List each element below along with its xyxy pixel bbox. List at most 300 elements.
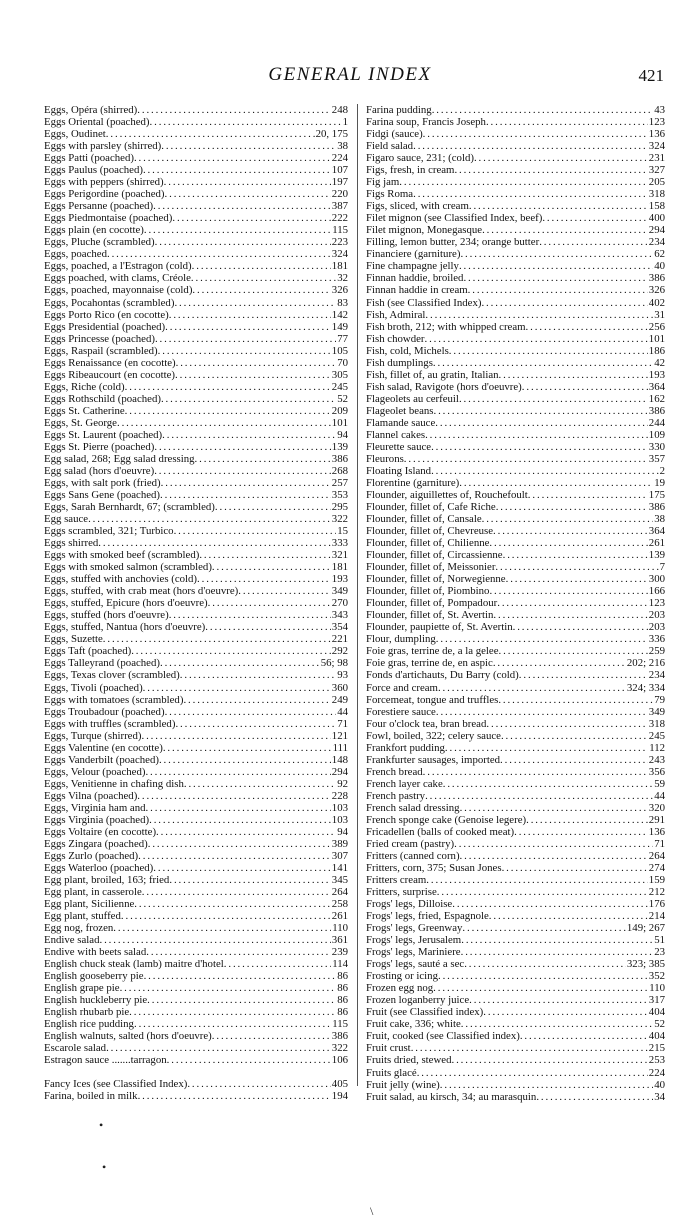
index-entry — [366, 826, 665, 838]
entry-page: 352 — [648, 970, 665, 983]
dot-leader — [435, 417, 648, 429]
entry-page: 19 — [654, 476, 665, 489]
entry-name: Fish chowder — [366, 332, 425, 345]
dot-leader — [148, 838, 331, 850]
entry-page: 71 — [337, 717, 348, 730]
index-entry — [44, 754, 348, 766]
dot-leader — [542, 212, 647, 224]
entry-page: 136 — [648, 825, 665, 838]
entry-page: 7 — [659, 561, 665, 574]
dot-leader — [433, 982, 648, 994]
dot-leader — [425, 429, 648, 441]
index-entry — [44, 140, 348, 152]
index-entry — [44, 982, 348, 994]
entry-page: 52 — [654, 1018, 665, 1031]
entry-name: Eggs Patti (poached) — [44, 152, 134, 165]
entry-name: Eggs Zingara (poached) — [44, 837, 148, 850]
dot-leader — [197, 573, 331, 585]
dot-leader — [145, 766, 330, 778]
entry-name: Farina pudding — [366, 104, 432, 116]
entry-name: Finnan haddie, broiled — [366, 272, 464, 285]
entry-page: 1 — [342, 116, 348, 129]
index-entry — [366, 152, 665, 164]
entry-name: Eggs, Riche (cold) — [44, 380, 125, 393]
entry-page: 386 — [648, 501, 665, 514]
entry-name: English gooseberry pie — [44, 970, 144, 983]
dot-leader — [440, 1079, 653, 1091]
entry-name: Flannel cakes — [366, 428, 426, 441]
index-entry — [366, 838, 665, 850]
entry-page: 349 — [331, 585, 348, 598]
index-entry — [44, 645, 348, 657]
index-entry — [366, 417, 665, 429]
entry-name: Eggs, stuffed, with crab meat (hors d'oeuvre) — [44, 585, 239, 598]
dot-leader — [513, 621, 648, 633]
dot-leader — [155, 333, 336, 345]
entry-page: 94 — [337, 825, 348, 838]
print-mark: \ — [370, 1204, 374, 1218]
entry-page: 257 — [331, 476, 348, 489]
dot-leader — [169, 609, 331, 621]
index-entry — [44, 381, 348, 393]
entry-name: Filet mignon (see Classified Index, beef) — [366, 212, 543, 225]
index-entry — [44, 886, 348, 898]
entry-page: 400 — [648, 212, 665, 225]
index-entry — [44, 369, 348, 381]
print-mark: • — [102, 1160, 107, 1174]
entry-page: 294 — [648, 224, 665, 237]
dot-leader — [165, 188, 331, 200]
entry-name: Egg salad (hors d'oeuvre) — [44, 464, 155, 477]
dot-leader — [172, 212, 330, 224]
dot-leader — [424, 333, 647, 345]
index-entry — [366, 224, 665, 236]
entry-name: Estragon sauce .......tarragon — [44, 1054, 167, 1067]
entry-page: 318 — [648, 717, 665, 730]
entry-name: Eggs Ribeaucourt (en cocotte) — [44, 368, 176, 381]
entry-name: Eggs Valentine (en cocotte) — [44, 741, 163, 754]
entry-name: Foie gras, terrine de, a la gelee — [366, 645, 499, 658]
index-entry — [44, 405, 348, 417]
dot-leader — [469, 200, 648, 212]
entry-name: Eggs, Virginia ham and — [44, 801, 146, 814]
dot-leader — [161, 140, 336, 152]
index-entry — [366, 501, 665, 513]
index-entry — [366, 441, 665, 453]
dot-leader — [496, 501, 648, 513]
index-entry — [44, 585, 348, 597]
entry-name: Eggs Princesse (poached) — [44, 332, 155, 345]
index-entry — [44, 477, 348, 489]
dot-leader — [98, 537, 331, 549]
index-entry — [366, 1042, 665, 1054]
dot-leader — [161, 393, 336, 405]
entry-name: Eggs with peppers (shirred) — [44, 176, 164, 189]
dot-leader — [99, 934, 330, 946]
dot-leader — [460, 248, 653, 260]
entry-page: 38 — [654, 513, 665, 526]
entry-name: Fruits dried, stewed — [366, 1054, 452, 1067]
entry-page: 83 — [337, 296, 348, 309]
entry-name: Forestiere sauce — [366, 705, 436, 718]
entry-page: 402 — [648, 296, 665, 309]
entry-name: Eggs, Sarah Bernhardt, 67; (scrambled) — [44, 501, 215, 514]
entry-name: French pastry — [366, 789, 426, 802]
index-entry — [366, 248, 665, 260]
entry-name: Eggs, stuffed, Epicure (hors d'oeuvre) — [44, 597, 208, 610]
dot-leader — [167, 1054, 331, 1066]
dot-leader — [436, 706, 648, 718]
entry-name: Flounder, paupiette of, St. Avertin — [366, 621, 513, 634]
entry-name: Eggs, Tivoli (poached) — [44, 681, 143, 694]
index-entry — [44, 1078, 348, 1090]
entry-name: Eggs Virginia (poached) — [44, 813, 150, 826]
entry-page: 56; 98 — [320, 657, 348, 670]
entry-name: French salad dressing — [366, 801, 460, 814]
index-entry — [44, 549, 348, 561]
entry-name: Flounder, aiguillettes of, Rouchefoult — [366, 489, 528, 501]
entry-page: 209 — [331, 404, 348, 417]
entry-name: Flounder, fillet of, Cansale — [366, 513, 482, 526]
entry-page: 181 — [331, 561, 348, 574]
entry-page: 123 — [648, 597, 665, 610]
dot-leader — [224, 958, 331, 970]
index-entry — [366, 164, 665, 176]
index-entry — [44, 309, 348, 321]
index-entry — [366, 573, 665, 585]
index-entry — [366, 116, 665, 128]
dot-leader — [131, 645, 331, 657]
index-entry — [366, 970, 665, 982]
dot-leader — [106, 128, 315, 140]
entry-name: Eggs St. Pierre (poached) — [44, 440, 155, 453]
entry-page: 224 — [331, 152, 348, 165]
dot-leader — [134, 152, 331, 164]
entry-page: 34 — [654, 1090, 665, 1103]
entry-name: Filet mignon, Monegasque — [366, 224, 483, 237]
index-entry — [44, 1030, 348, 1042]
index-entry — [44, 176, 348, 188]
entry-name: Eggs, poached, mayonnaise (cold) — [44, 284, 193, 297]
index-entry — [366, 814, 665, 826]
entry-page: 193 — [648, 368, 665, 381]
dot-leader — [125, 381, 331, 393]
entry-page: 360 — [331, 681, 348, 694]
entry-page: 212 — [648, 886, 665, 899]
entry-name: Eggs, Suzette — [44, 633, 103, 646]
index-entry — [366, 730, 665, 742]
entry-page: 326 — [331, 284, 348, 297]
entry-name: Figaro sauce, 231; (cold) — [366, 152, 474, 165]
entry-page: 142 — [331, 308, 348, 321]
dot-leader — [156, 826, 336, 838]
index-entry — [44, 946, 348, 958]
index-entry — [366, 477, 665, 489]
dot-leader — [215, 501, 331, 513]
entry-name: Fried cream (pastry) — [366, 837, 455, 850]
entry-page: 111 — [332, 741, 348, 754]
dot-leader — [120, 982, 337, 994]
entry-page: 389 — [331, 837, 348, 850]
dot-leader — [459, 477, 653, 489]
index-entry — [366, 922, 665, 934]
dot-leader — [399, 176, 648, 188]
entry-page: 307 — [331, 849, 348, 862]
index-entry — [366, 212, 665, 224]
index-entry — [44, 501, 348, 513]
entry-page: 86 — [337, 994, 348, 1007]
entry-page: 224 — [648, 1066, 665, 1079]
dot-leader — [426, 874, 648, 886]
dot-leader — [174, 297, 336, 309]
index-entry — [366, 1018, 665, 1030]
entry-page: 106 — [331, 1054, 348, 1067]
dot-leader — [482, 513, 654, 525]
index-entry — [44, 994, 348, 1006]
entry-name: Flounder, fillet of, St. Avertin — [366, 609, 494, 622]
dot-leader — [459, 260, 653, 272]
entry-page: 86 — [337, 982, 348, 995]
dot-leader — [195, 453, 331, 465]
entry-name: Flour, dumpling — [366, 633, 436, 646]
dot-leader — [88, 513, 331, 525]
entry-name: Fig jam — [366, 176, 400, 189]
entry-page: 231 — [648, 152, 665, 165]
entry-name: Fruit (see Classified index) — [366, 1006, 484, 1019]
entry-name: French layer cake — [366, 777, 443, 790]
index-entry — [44, 922, 348, 934]
entry-name: French bread — [366, 765, 423, 778]
index-entry — [44, 682, 348, 694]
index-entry — [44, 417, 348, 429]
index-entry — [366, 862, 665, 874]
entry-name: Flounder, fillet of, Norwegienne — [366, 573, 506, 586]
entry-page: 292 — [331, 645, 348, 658]
index-entry — [366, 994, 665, 1006]
entry-name: English chuck steak (lamb) maitre d'hotel — [44, 958, 224, 971]
entry-page: 386 — [648, 272, 665, 285]
dot-leader — [493, 657, 626, 669]
dot-leader — [187, 1078, 330, 1090]
entry-name: Egg plant, stuffed — [44, 910, 121, 923]
entry-name: Fleurette sauce — [366, 440, 432, 453]
entry-name: Flamande sauce — [366, 416, 436, 429]
dot-leader — [154, 441, 330, 453]
index-entry — [366, 910, 665, 922]
index-entry — [44, 742, 348, 754]
dot-leader — [160, 657, 320, 669]
entry-page: 354 — [331, 621, 348, 634]
entry-page: 112 — [649, 741, 665, 754]
dot-leader — [164, 176, 331, 188]
entry-page: 234 — [648, 669, 665, 682]
entry-name: Eggs Sans Gene (poached) — [44, 489, 161, 501]
index-entry — [44, 657, 348, 669]
dot-leader — [404, 453, 648, 465]
index-entry — [44, 248, 348, 260]
index-entry — [366, 850, 665, 862]
index-entry — [366, 609, 665, 621]
entry-page: 387 — [331, 200, 348, 213]
dot-leader — [153, 200, 331, 212]
entry-page: 176 — [648, 898, 665, 911]
entry-name: Eggs, Velour (poached) — [44, 765, 146, 778]
entry-name: Eggs Porto Rico (en cocotte) — [44, 308, 169, 321]
index-entry — [366, 874, 665, 886]
entry-page: 149; 267 — [626, 922, 665, 935]
dot-leader — [459, 393, 648, 405]
entry-page: 23 — [654, 946, 665, 959]
dot-leader — [154, 465, 331, 477]
dot-leader — [137, 790, 331, 802]
dot-leader — [520, 1030, 648, 1042]
index-entry — [44, 465, 348, 477]
index-entry — [366, 706, 665, 718]
entry-name: Eggs Paulus (poached) — [44, 164, 143, 177]
index-entry — [366, 1091, 665, 1103]
index-entry — [44, 934, 348, 946]
entry-page: 121 — [331, 729, 348, 742]
dot-leader — [451, 1054, 647, 1066]
entry-page: 51 — [654, 934, 665, 947]
entry-page: 86 — [337, 970, 348, 983]
entry-page: 103 — [331, 801, 348, 814]
entry-page: 71 — [654, 837, 665, 850]
entry-name: Eggs with parsley (shirred) — [44, 140, 162, 153]
dot-leader — [539, 236, 648, 248]
dot-leader — [469, 994, 648, 1006]
dot-leader — [174, 525, 337, 537]
entry-page: 404 — [648, 1030, 665, 1043]
entry-page: 107 — [331, 164, 348, 177]
entry-page: 261 — [331, 910, 348, 923]
entry-name: Fritters cream — [366, 874, 427, 886]
index-entry — [44, 910, 348, 922]
index-entry — [44, 862, 348, 874]
index-entry — [366, 669, 665, 681]
entry-page: 321 — [331, 549, 348, 562]
index-entry — [366, 898, 665, 910]
dot-leader — [165, 706, 337, 718]
entry-page: 79 — [654, 693, 665, 706]
dot-leader — [461, 1018, 653, 1030]
entry-page: 181 — [331, 260, 348, 273]
entry-name: Eggs, Opéra (shirred) — [44, 104, 138, 116]
index-entry — [44, 116, 348, 128]
dot-leader — [169, 309, 331, 321]
entry-page: 268 — [331, 464, 348, 477]
dot-leader — [144, 224, 331, 236]
dot-leader — [208, 597, 331, 609]
entry-name: Eggs with smoked beef (scrambled) — [44, 549, 200, 562]
index-entry — [44, 525, 348, 537]
entry-page: 186 — [648, 344, 665, 357]
dot-leader — [413, 188, 648, 200]
entry-name: Fruit, cooked (see Classified index) — [366, 1030, 520, 1043]
entry-page: 336 — [648, 633, 665, 646]
entry-page: 259 — [648, 645, 665, 658]
dot-leader — [526, 814, 648, 826]
index-entry — [366, 369, 665, 381]
dot-leader — [143, 682, 331, 694]
entry-page: 86 — [337, 1006, 348, 1019]
entry-page: 234 — [648, 236, 665, 249]
entry-name: Eggs Taft (poached) — [44, 645, 132, 658]
entry-page: 317 — [648, 994, 665, 1007]
entry-name: Eggs, Raspail (scrambled) — [44, 344, 158, 357]
entry-name: Fruit cake, 336; white — [366, 1018, 461, 1031]
entry-name: Finnan haddie in cream — [366, 284, 468, 297]
entry-name: Flounder, fillet of, Meissonier — [366, 561, 496, 574]
index-entry — [366, 982, 665, 994]
dot-leader — [117, 417, 331, 429]
index-entry — [366, 260, 665, 272]
entry-page: 274 — [648, 861, 665, 874]
entry-name: Foie gras, terrine de, en aspic — [366, 657, 493, 670]
dot-leader — [536, 1091, 653, 1103]
dot-leader — [498, 694, 653, 706]
entry-page: 110 — [332, 922, 348, 935]
entry-page: 300 — [648, 573, 665, 586]
index-entry — [44, 128, 348, 140]
entry-name: Eggs, poached — [44, 248, 107, 261]
index-entry — [366, 1006, 665, 1018]
entry-name: Fine champagne jelly — [366, 260, 459, 273]
dot-leader — [438, 682, 626, 694]
dot-leader — [528, 489, 648, 501]
dot-leader — [183, 694, 330, 706]
entry-name: Egg nog, frozen — [44, 922, 114, 935]
index-entry — [366, 357, 665, 369]
index-entry — [44, 272, 348, 284]
dot-leader — [137, 104, 331, 116]
entry-page: 141 — [331, 861, 348, 874]
entry-name: French sponge cake (Genoise legere) — [366, 813, 527, 826]
entry-name: Fidgi (sauce) — [366, 128, 423, 141]
entry-name: Eggs, stuffed, Nantua (hors d'oeuvre) — [44, 621, 206, 634]
dot-leader — [452, 898, 648, 910]
entry-page: 323; 385 — [626, 958, 665, 971]
entry-name: Eggs Troubadour (poached) — [44, 705, 165, 718]
entry-name: Endive salad — [44, 934, 100, 947]
index-entry — [44, 850, 348, 862]
entry-page: 324 — [648, 140, 665, 153]
entry-page: 139 — [648, 549, 665, 562]
entry-name: Flounder, fillet of, Chilienne — [366, 537, 490, 550]
dot-leader — [141, 730, 330, 742]
index-entry — [44, 321, 348, 333]
dot-leader — [161, 477, 331, 489]
dot-leader — [144, 970, 337, 982]
entry-name: Flounder, fillet of, Pompadour — [366, 597, 498, 610]
entry-name: Eggs, stuffed (hors d'oeuvre) — [44, 609, 169, 622]
dot-leader — [411, 1042, 648, 1054]
dot-leader — [417, 1067, 648, 1079]
index-entry — [44, 1090, 348, 1102]
index-entry — [44, 669, 348, 681]
dot-leader — [146, 946, 331, 958]
entry-name: Eggs Vanderbilt (poached) — [44, 753, 159, 766]
index-entry — [44, 826, 348, 838]
entry-name: Eggs, Texas clover (scrambled) — [44, 669, 180, 682]
index-entry — [44, 609, 348, 621]
entry-page: 115 — [332, 224, 348, 237]
entry-page: 404 — [648, 1006, 665, 1019]
index-entry — [366, 694, 665, 706]
entry-name: Eggs, Pocahontas (scrambled) — [44, 296, 175, 309]
dot-leader — [506, 573, 648, 585]
index-entry — [44, 621, 348, 633]
